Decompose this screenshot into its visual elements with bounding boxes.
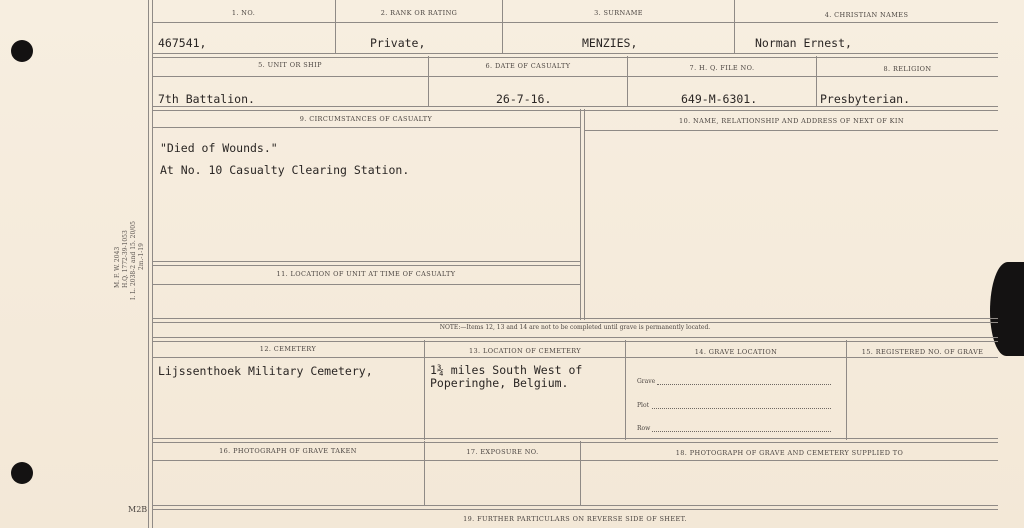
row2-bottom-rule xyxy=(152,106,998,111)
row1-bottom-rule xyxy=(152,53,998,58)
location-unit-header-rule xyxy=(152,284,580,285)
header-location-cemetery: 13. LOCATION OF CEMETERY xyxy=(468,347,582,355)
grave-field-line xyxy=(657,384,831,385)
row1-div-2 xyxy=(502,0,503,53)
header-next-of-kin: 10. NAME, RELATIONSHIP AND ADDRESS OF NEXT OF KIN xyxy=(679,117,904,125)
circumstances-header-rule xyxy=(152,127,580,128)
value-religion: Presbyterian. xyxy=(820,92,911,106)
value-hq-file: 649-M-6301. xyxy=(681,92,758,106)
row5-header-rule xyxy=(152,460,998,461)
row4-header-rule xyxy=(152,357,998,358)
side-print-3: I. L. 2038-2 and 15. 20/05 xyxy=(130,221,137,300)
location-unit-top-rule xyxy=(152,261,580,266)
header-hq-file: 7. H. Q. FILE NO. xyxy=(689,64,755,72)
header-location-unit: 11. LOCATION OF UNIT AT TIME OF CASUALTY xyxy=(276,270,456,278)
header-surname: 3. SURNAME xyxy=(594,9,643,17)
header-date-casualty: 6. DATE OF CASUALTY xyxy=(485,62,571,70)
value-no: 467541, xyxy=(158,36,207,50)
header-photo-supplied: 18. PHOTOGRAPH OF GRAVE AND CEMETERY SUPPLIED TO xyxy=(675,449,904,457)
header-unit: 5. UNIT OR SHIP xyxy=(258,61,322,69)
header-christian-names: 4. CHRISTIAN NAMES xyxy=(824,11,909,19)
row1-div-1 xyxy=(335,0,336,53)
value-date-casualty: 26-7-16. xyxy=(496,92,552,106)
corner-mark: M2B xyxy=(128,505,148,514)
plot-field-line xyxy=(652,408,831,409)
header-cemetery: 12. CEMETERY xyxy=(259,345,317,353)
row4-bottom-rule xyxy=(152,438,998,443)
header-religion: 8. RELIGION xyxy=(883,65,932,73)
header-exposure: 17. EXPOSURE NO. xyxy=(466,448,539,456)
side-print-2: H.Q. 1772-39-1053 xyxy=(122,230,129,288)
header-photo-taken: 16. PHOTOGRAPH OF GRAVE TAKEN xyxy=(219,447,357,455)
row2-header-rule xyxy=(152,76,998,77)
plot-field-label: Plot xyxy=(637,402,649,409)
header-no: 1. NO. xyxy=(231,9,256,17)
kin-header-rule xyxy=(585,130,998,131)
note-bottom-rule xyxy=(152,337,998,342)
side-print-1: M. F. W. 2043 xyxy=(114,246,121,288)
value-surname: MENZIES, xyxy=(582,36,638,50)
row3-divider xyxy=(580,109,585,320)
row4-div-1 xyxy=(424,340,425,440)
binder-hole-bottom xyxy=(11,462,33,484)
value-location-cemetery-line1: 1¾ miles South West of xyxy=(430,363,583,377)
value-cemetery: Lijssenthoek Military Cemetery, xyxy=(158,364,373,378)
grave-field-label: Grave xyxy=(637,378,656,385)
binder-hole-top xyxy=(11,40,33,62)
row-field-label: Row xyxy=(637,425,651,432)
value-location-cemetery-line2: Poperinghe, Belgium. xyxy=(430,376,569,390)
header-registered-no: 15. REGISTERED NO. OF GRAVE xyxy=(861,348,984,356)
row1-header-rule xyxy=(152,22,998,23)
note-text: NOTE:—Items 12, 13 and 14 are not to be completed until grave is permanently located. xyxy=(439,324,711,331)
value-christian-names: Norman Ernest, xyxy=(755,36,852,50)
header-grave-location: 14. GRAVE LOCATION xyxy=(694,348,778,356)
row-field-line xyxy=(652,431,831,432)
header-circumstances: 9. CIRCUMSTANCES OF CASUALTY xyxy=(299,115,433,123)
value-unit: 7th Battalion. xyxy=(158,92,255,106)
value-rank: Private, xyxy=(370,36,426,50)
row3-bottom-rule xyxy=(152,318,998,323)
value-circumstances-line1: "Died of Wounds." xyxy=(160,141,278,155)
row2-div-3 xyxy=(816,56,817,106)
value-circumstances-line2: At No. 10 Casualty Clearing Station. xyxy=(160,163,410,177)
side-print-4: 2m.-1-19 xyxy=(138,243,145,270)
row5-bottom-rule xyxy=(152,505,998,510)
header-further-particulars: 19. FURTHER PARTICULARS ON REVERSE SIDE OF SHEET. xyxy=(463,515,687,523)
header-rank: 2. RANK OR RATING xyxy=(380,9,458,17)
row1-div-3 xyxy=(734,0,735,53)
